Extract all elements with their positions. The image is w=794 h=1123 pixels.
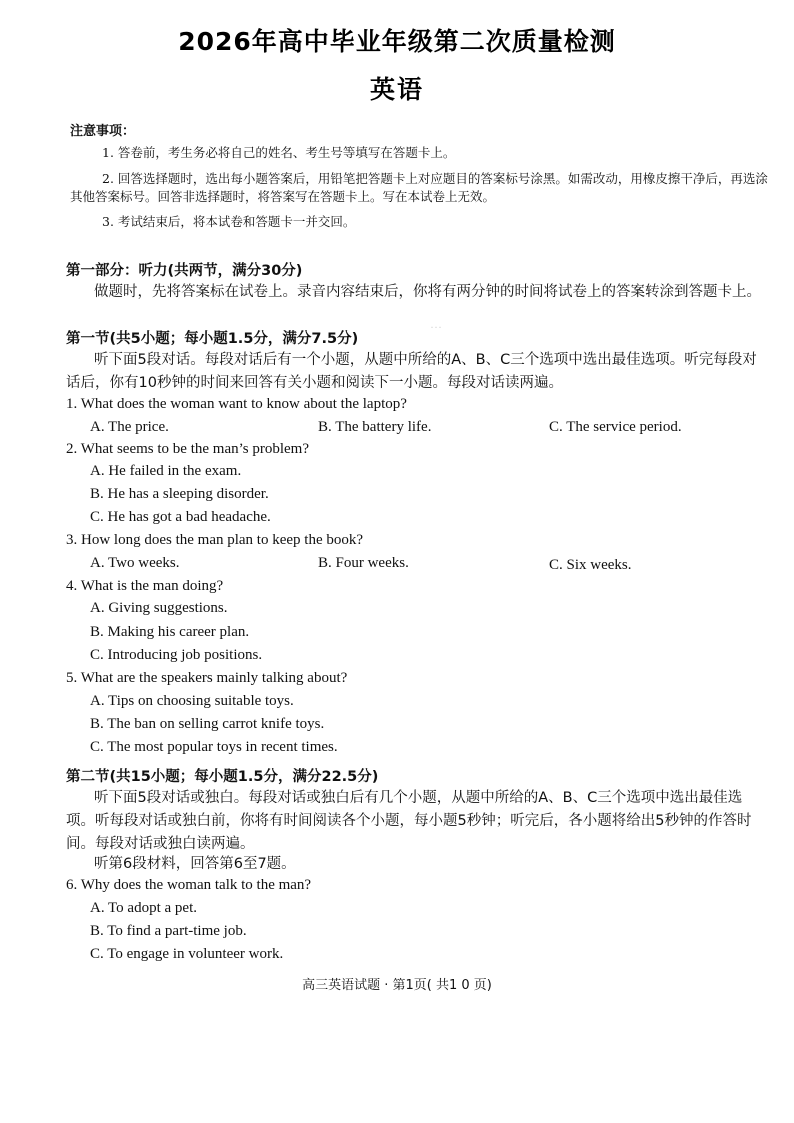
option-a: A. Tips on choosing suitable toys. [90,693,294,709]
bleed-through-mark: ··· [430,320,442,334]
notice-heading: 注意事项： [70,124,136,139]
material-instruction: 听第6段材料，回答第6至7题。 [94,856,296,872]
exam-title: 2026年高中毕业年级第二次质量检测 [178,27,616,56]
option-a: A. Giving suggestions. [90,600,228,616]
option-c: C. He has got a bad headache. [90,509,271,525]
notice-item-2: 2. 回答选择题时，选出每小题答案后，用铅笔把答题卡上对应题目的答案标号涂黑。如需改动，用橡皮擦干净后，再选涂其他答案标号。回答非选择题时，将答案写在答题卡上。写在本试卷上无效。 [70,171,768,204]
notice-item-1: 1. 答卷前，考生务必将自己的姓名、考生号等填写在答题卡上。 [102,145,456,160]
option-b: B. The battery life. [318,419,432,435]
part1-instruction: 做题时，先将答案标在试卷上。录音内容结束后，你将有两分钟的时间将试卷上的答案转涂到答题卡上。 [94,284,761,300]
option-a: A. He failed in the exam. [90,463,242,479]
option-b: B. He has a sleeping disorder. [90,486,269,502]
question-stem: 3. How long does the man plan to keep the book? [66,532,364,548]
question-stem: 5. What are the speakers mainly talking about? [66,670,348,686]
subject-title: 英语 [369,75,424,104]
option-b: B. The ban on selling carrot knife toys. [90,716,325,732]
option-c: C. Six weeks. [549,557,632,573]
page-footer: 高三英语试题 · 第1页( 共1 0 页) [302,978,492,993]
section1-instruction: 听下面5段对话。每段对话后有一个小题，从题中所给的A、B、C三个选项中选出最佳选项。听完每段对话后，你有10秒钟的时间来回答有关小题和阅读下一小题。每段对话读两遍。 [66,352,757,391]
question-stem: 6. Why does the woman talk to the man? [66,877,312,893]
section2-instruction: 听下面5段对话或独白。每段对话或独白后有几个小题，从题中所给的A、B、C三个选项中选出最佳选项。听每段对话或独白前，你将有时间阅读各个小题，每小题5秒钟；听完后，各小题将给出5秒钟的作答时间。每段对话或独白读两遍。 [66,790,752,852]
question-stem: 2. What seems to be the man’s problem? [66,441,309,457]
option-b: B. To find a part-time job. [90,923,247,939]
notice-item-3: 3. 考试结束后，将本试卷和答题卡一并交回。 [102,214,356,229]
option-c: C. To engage in volunteer work. [90,946,284,962]
section1-heading: 第一节(共5小题；每小题1.5分，满分7.5分) [66,331,359,347]
part1-heading: 第一部分：听力(共两节，满分30分) [66,263,303,279]
option-c: C. Introducing job positions. [90,647,263,663]
question-stem: 4. What is the man doing? [66,578,224,594]
option-b: B. Making his career plan. [90,624,250,640]
option-a: A. The price. [90,419,169,435]
option-b: B. Four weeks. [318,555,409,571]
option-a: A. Two weeks. [90,555,180,571]
section2-heading: 第二节(共15小题；每小题1.5分，满分22.5分) [66,769,379,785]
option-a: A. To adopt a pet. [90,900,197,916]
option-c: C. The most popular toys in recent times. [90,739,338,755]
question-stem: 1. What does the woman want to know about the laptop? [66,396,407,412]
option-c: C. The service period. [549,419,682,435]
